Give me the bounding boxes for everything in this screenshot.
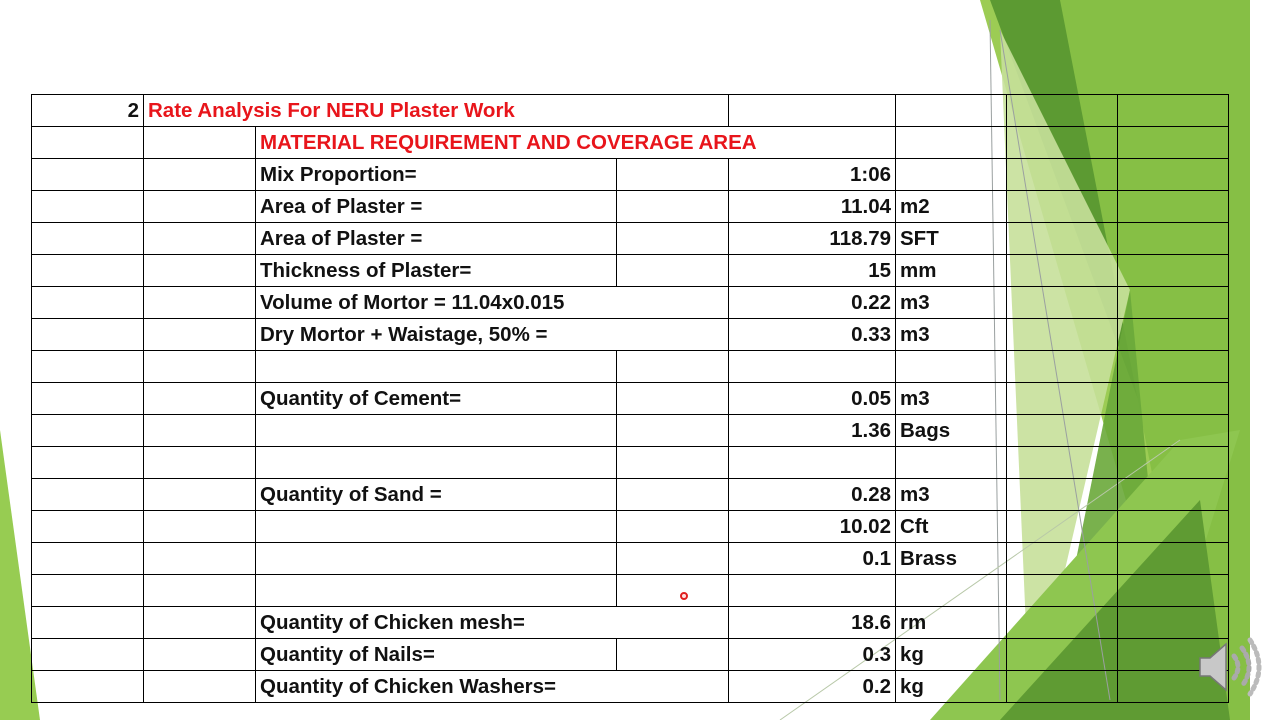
table-row xyxy=(32,255,1229,287)
cell-h xyxy=(1118,479,1229,511)
row-value xyxy=(729,575,896,607)
cell-h xyxy=(1118,319,1229,351)
cell-a xyxy=(32,383,144,415)
row-value: 15 xyxy=(729,255,896,287)
cell-h xyxy=(1118,383,1229,415)
row-label: Volume of Mortor = 11.04x0.015 xyxy=(256,287,617,319)
cell-h xyxy=(1118,223,1229,255)
sheet-title: Rate Analysis For NERU Plaster Work xyxy=(144,95,729,127)
cell-d xyxy=(617,159,729,191)
row-value xyxy=(729,351,896,383)
row-label xyxy=(256,351,617,383)
row-value: 1:06 xyxy=(729,159,896,191)
cell-a xyxy=(32,607,144,639)
cell-d xyxy=(617,671,729,703)
cell-g xyxy=(1007,671,1118,703)
cell-g xyxy=(1007,159,1118,191)
table-row xyxy=(32,191,1229,223)
row-label xyxy=(256,575,617,607)
cell-a xyxy=(32,543,144,575)
row-unit: Bags xyxy=(896,415,1007,447)
cell-b xyxy=(144,607,256,639)
cell-h xyxy=(1118,447,1229,479)
cell-h xyxy=(1118,575,1229,607)
row-label: Area of Plaster = xyxy=(256,191,617,223)
cell-b xyxy=(144,351,256,383)
row-label: Quantity of Nails= xyxy=(256,639,617,671)
cell-b xyxy=(144,191,256,223)
cell-a xyxy=(32,447,144,479)
row-label: Quantity of Cement= xyxy=(256,383,617,415)
cell-a xyxy=(32,159,144,191)
table-row xyxy=(32,511,1229,543)
table-row xyxy=(32,639,1229,671)
row-unit xyxy=(896,447,1007,479)
row-label: Area of Plaster = xyxy=(256,223,617,255)
cell-b xyxy=(144,287,256,319)
cell-a xyxy=(32,415,144,447)
laser-pointer-icon xyxy=(680,592,688,600)
cell-b xyxy=(144,383,256,415)
cell-a xyxy=(32,639,144,671)
cell-d xyxy=(617,575,729,607)
sheet-subtitle: MATERIAL REQUIREMENT AND COVERAGE AREA xyxy=(256,127,896,159)
cell-a xyxy=(32,287,144,319)
row-unit: m3 xyxy=(896,319,1007,351)
row-label: Quantity of Chicken mesh= xyxy=(256,607,617,639)
cell-h xyxy=(1118,511,1229,543)
table-row xyxy=(32,447,1229,479)
table-row xyxy=(32,543,1229,575)
row-label: Dry Mortor + Waistage, 50% = xyxy=(256,319,617,351)
table-row xyxy=(32,479,1229,511)
cell-a xyxy=(32,479,144,511)
row-unit: m3 xyxy=(896,383,1007,415)
row-value: 18.6 xyxy=(729,607,896,639)
cell-a xyxy=(32,223,144,255)
cell-b xyxy=(144,575,256,607)
row-unit: mm xyxy=(896,255,1007,287)
cell-g xyxy=(1007,543,1118,575)
cell-g xyxy=(1007,607,1118,639)
row-label: Quantity of Chicken Washers= xyxy=(256,671,617,703)
row-value: 0.3 xyxy=(729,639,896,671)
cell-g xyxy=(1007,287,1118,319)
cell-h xyxy=(1118,159,1229,191)
cell-d xyxy=(617,639,729,671)
cell-d xyxy=(617,191,729,223)
row-label xyxy=(256,543,617,575)
cell-d xyxy=(617,319,729,351)
row-unit xyxy=(896,575,1007,607)
cell-b xyxy=(144,447,256,479)
row-label: Thickness of Plaster= xyxy=(256,255,617,287)
cell-d xyxy=(617,543,729,575)
table-row xyxy=(32,319,1229,351)
title-row xyxy=(32,95,1229,127)
cell-b xyxy=(144,159,256,191)
row-value: 11.04 xyxy=(729,191,896,223)
row-unit xyxy=(896,159,1007,191)
cell-h xyxy=(1118,351,1229,383)
cell-a xyxy=(32,671,144,703)
cell-b xyxy=(144,223,256,255)
table-row xyxy=(32,575,1229,607)
cell-g xyxy=(1007,575,1118,607)
cell-h xyxy=(1118,607,1229,639)
table-row xyxy=(32,159,1229,191)
cell-g xyxy=(1007,223,1118,255)
cell-a xyxy=(32,511,144,543)
cell-d xyxy=(617,447,729,479)
table-row xyxy=(32,223,1229,255)
row-label xyxy=(256,447,617,479)
row-value: 0.1 xyxy=(729,543,896,575)
cell-d xyxy=(617,351,729,383)
table-row xyxy=(32,607,1229,639)
cell-a xyxy=(32,351,144,383)
row-unit: Cft xyxy=(896,511,1007,543)
cell-b xyxy=(144,671,256,703)
table-row xyxy=(32,415,1229,447)
cell-b xyxy=(144,543,256,575)
cell-g xyxy=(1007,319,1118,351)
cell-d xyxy=(617,415,729,447)
cell-d xyxy=(617,255,729,287)
row-unit: SFT xyxy=(896,223,1007,255)
cell-g xyxy=(1007,415,1118,447)
row-value: 1.36 xyxy=(729,415,896,447)
rate-analysis-table xyxy=(31,94,1229,703)
cell-g xyxy=(1007,447,1118,479)
cell-d xyxy=(617,511,729,543)
row-unit: m3 xyxy=(896,287,1007,319)
row-unit: rm xyxy=(896,607,1007,639)
cell-g xyxy=(1007,639,1118,671)
row-unit: Brass xyxy=(896,543,1007,575)
row-value xyxy=(729,447,896,479)
row-unit: kg xyxy=(896,639,1007,671)
cell-d xyxy=(617,287,729,319)
cell-h xyxy=(1118,255,1229,287)
cell-b xyxy=(144,511,256,543)
cell-h xyxy=(1118,287,1229,319)
cell-g xyxy=(1007,351,1118,383)
cell-a xyxy=(32,255,144,287)
cell-b xyxy=(144,479,256,511)
cell-a xyxy=(32,319,144,351)
cell-b xyxy=(144,319,256,351)
cell-a xyxy=(32,191,144,223)
cell-h xyxy=(1118,191,1229,223)
row-unit: m2 xyxy=(896,191,1007,223)
cell-d xyxy=(617,479,729,511)
cell-b xyxy=(144,639,256,671)
row-value: 10.02 xyxy=(729,511,896,543)
cell-g xyxy=(1007,383,1118,415)
row-value: 118.79 xyxy=(729,223,896,255)
row-value: 0.22 xyxy=(729,287,896,319)
cell-g xyxy=(1007,191,1118,223)
row-label: Quantity of Sand = xyxy=(256,479,617,511)
cell-d xyxy=(617,383,729,415)
cell-g xyxy=(1007,255,1118,287)
row-value: 0.05 xyxy=(729,383,896,415)
cell-a xyxy=(32,575,144,607)
row-value: 0.2 xyxy=(729,671,896,703)
cell-g xyxy=(1007,479,1118,511)
speaker-icon[interactable] xyxy=(1196,636,1264,698)
table-row xyxy=(32,351,1229,383)
cell-h xyxy=(1118,415,1229,447)
table-row xyxy=(32,671,1229,703)
row-label xyxy=(256,511,617,543)
table-row xyxy=(32,287,1229,319)
row-value: 0.33 xyxy=(729,319,896,351)
row-unit: kg xyxy=(896,671,1007,703)
table-row xyxy=(32,383,1229,415)
cell-g xyxy=(1007,511,1118,543)
cell-h xyxy=(1118,543,1229,575)
subtitle-row xyxy=(32,127,1229,159)
row-value: 0.28 xyxy=(729,479,896,511)
cell-d xyxy=(617,223,729,255)
row-label: Mix Proportion= xyxy=(256,159,617,191)
row-unit: m3 xyxy=(896,479,1007,511)
cell-b xyxy=(144,415,256,447)
row-label xyxy=(256,415,617,447)
item-number: 2 xyxy=(32,95,144,127)
row-unit xyxy=(896,351,1007,383)
cell-b xyxy=(144,255,256,287)
cell-d xyxy=(617,607,729,639)
